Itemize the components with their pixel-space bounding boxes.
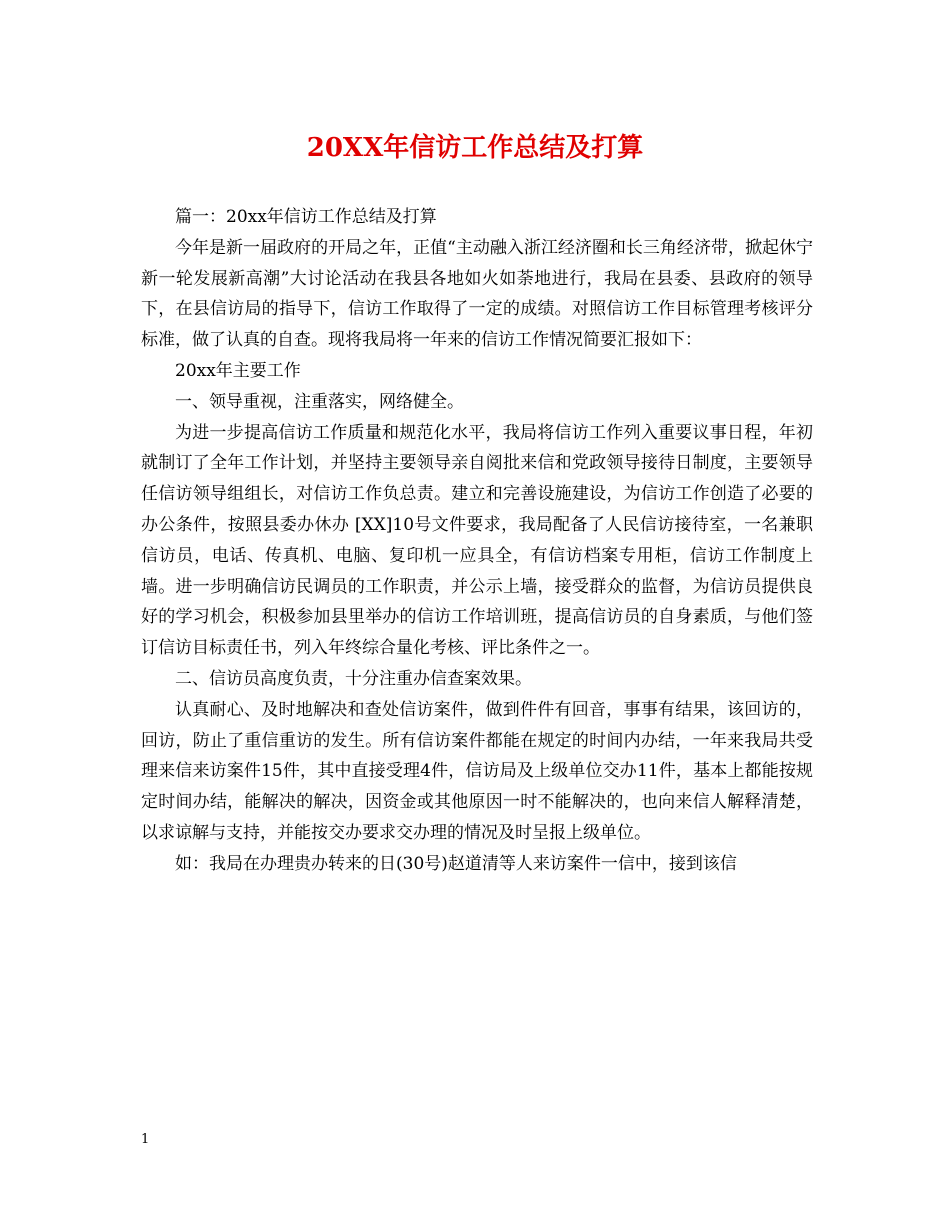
page-number: 1 [141,1132,150,1147]
paragraph-item-one-body: 为进一步提高信访工作质量和规范化水平，我局将信访工作列入重要议事日程，年初就制订了全年工作计划，并坚持主要领导亲自阅批来信和党政领导接待日制度，主要领导任信访领导组组长，对信访工作负总责。建立和完善设施建设，为信访工作创造了必要的办公条件，按照县委办休办 [XX]10号文件要求，我局配备了人民信访接待室，一名兼职信访员，电话、传真机、电脑、复印机一应具全，有信访档案专用柜，信访工作制度上墙。进一步明确信访民调员的工作职责，并公示上墙，接受群众的监督，为信访员提供良好的学习机会，积极参加县里举办的信访工作培训班，提高信访员的自身素质，与他们签订信访目标责任书，列入年终综合量化考核、评比条件之一。 [141,422,813,659]
paragraph-item-two-heading: 二、信访员高度负责，十分注重办信查案效果。 [175,668,532,689]
document-body [141,202,813,880]
document-title: 20XX年信访工作总结及打算 [306,133,644,163]
paragraph-section-heading: 20xx年主要工作 [175,360,301,381]
paragraph-intro: 今年是新一届政府的开局之年，正值“主动融入浙江经济圈和长三角经济带，掀起休宁新一轮发展新高潮”大讨论活动在我县各地如火如荼地进行，我局在县委、县政府的领导下，在县信访局的指导下，信访工作取得了一定的成绩。对照信访工作目标管理考核评分标准，做了认真的自查。现将我局将一年来的信访工作情况简要汇报如下： [141,237,813,351]
paragraph-heading-part-one: 篇一：20xx年信访工作总结及打算 [175,207,437,227]
paragraph-item-one-heading: 一、领导重视，注重落实，网络健全。 [175,391,464,412]
paragraph-example: 如：我局在办理贵办转来的日(30号)赵道清等人来访案件一信中，接到该信 [175,853,737,874]
paragraph-item-two-body: 认真耐心、及时地解决和查处信访案件，做到件件有回音，事事有结果，该回访的，回访，防止了重信重访的发生。所有信访案件都能在规定的时间内办结，一年来我局共受理来信来访案件15件，其中直接受理4件，信访局及上级单位交办11件，基本上都能按规定时间办结，能解决的解决，因资金或其他原因一时不能解决的，也向来信人解释清楚，以求谅解与支持，并能按交办要求交办理的情况及时呈报上级单位。 [141,699,813,843]
